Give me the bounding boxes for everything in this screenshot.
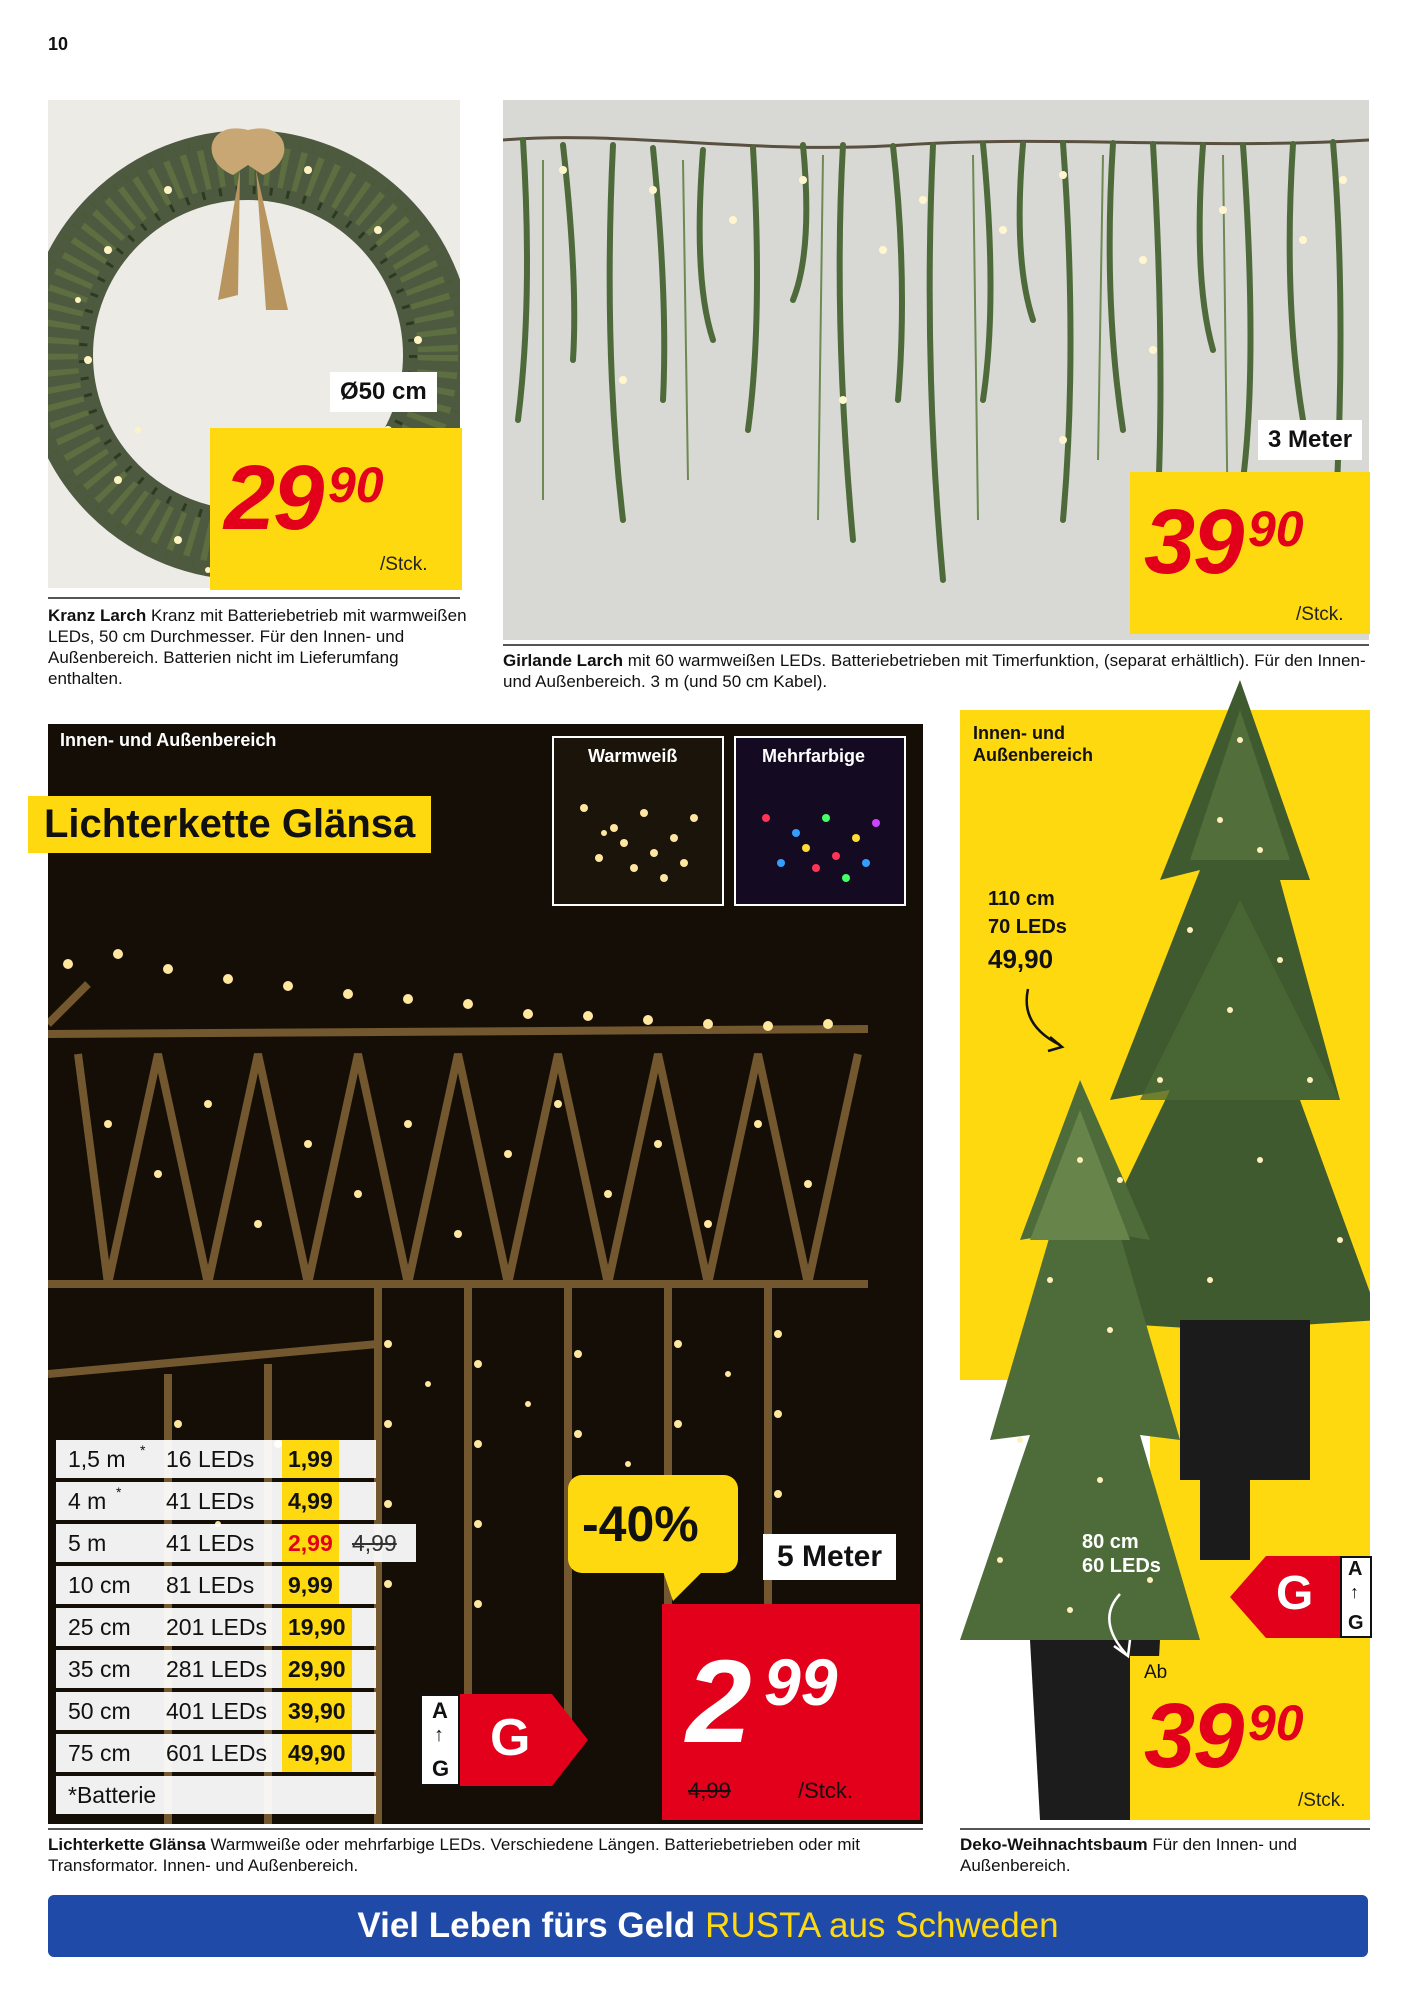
lights-description: [48, 1834, 928, 1876]
tree-desc: Für den Innen- und Außenbereich.: [960, 1835, 1298, 1875]
lights-length-tag: 5 Meter: [763, 1534, 896, 1580]
tree-price-dec: 90: [1248, 1695, 1304, 1751]
page-number: 10: [48, 34, 69, 54]
table-row: [56, 1650, 376, 1688]
row-leds: 16 LEDs: [166, 1446, 255, 1472]
tree-big-info: [988, 885, 1067, 973]
garland-price-box: [1130, 472, 1370, 634]
garland-name: Girlande Larch: [503, 651, 623, 670]
row-length: 25 cm: [68, 1614, 131, 1640]
row-length: 35 cm: [68, 1656, 131, 1682]
lights-title: Lichterkette Glänsa: [28, 796, 431, 853]
footer-slogan: Viel Leben fürs Geld: [357, 1906, 696, 1945]
table-row: [56, 1440, 376, 1478]
tree-area-line-1: Innen- und: [973, 723, 1065, 743]
wreath-price-box: [210, 428, 462, 590]
lights-old-price: 4,99: [688, 1778, 731, 1803]
tree-small-size: 80 cm: [1082, 1531, 1139, 1553]
tree-price-int: 39: [1144, 1685, 1243, 1787]
row-price: 2,99: [282, 1524, 339, 1562]
variant-multi-label: Mehrfarbige: [762, 746, 866, 766]
energy-class: G: [1276, 1567, 1314, 1620]
tree-big-size: 110 cm: [988, 888, 1055, 910]
tree-rule: [960, 1828, 1370, 1830]
row-leds: 81 LEDs: [166, 1572, 255, 1598]
energy-scale-top: A: [1348, 1558, 1363, 1580]
row-length: 10 cm: [68, 1572, 131, 1598]
tree-small-arrow-icon: [1096, 1590, 1146, 1660]
lights-desc: Warmweiße oder mehrfarbige LEDs. Verschiedene Längen. Batteriebetrieben oder mit Transformator. Innen- und Außenbereich.: [48, 1835, 861, 1875]
row-price: 1,99: [282, 1440, 339, 1478]
row-length: 75 cm: [68, 1740, 131, 1766]
energy-scale-bottom: G: [432, 1756, 450, 1781]
wreath-price-dec: 90: [328, 457, 384, 513]
row-price: 39,90: [282, 1692, 352, 1730]
row-leds: 401 LEDs: [166, 1698, 268, 1724]
row-price: 19,90: [282, 1608, 352, 1646]
tree-small-info: [1082, 1530, 1161, 1578]
variant-multi-thumb[interactable]: [734, 736, 906, 906]
table-row: [56, 1734, 376, 1772]
tree-small-leds: 60 LEDs: [1082, 1555, 1161, 1577]
energy-arrow: ↑: [1350, 1582, 1359, 1602]
lights-price-box: [662, 1604, 920, 1820]
row-length: 50 cm: [68, 1698, 131, 1724]
tree-photo: [960, 680, 1370, 1820]
garland-desc: mit 60 warmweißen LEDs. Batteriebetrieben mit Timerfunktion, (separat erhältlich). Für den Innen- und Außenbereich. 3 m (und 50 cm Kabel).: [503, 651, 1366, 691]
row-leds: 41 LEDs: [166, 1488, 255, 1514]
garland-length-tag: 3 Meter: [1258, 420, 1362, 460]
row-length: 1,5 m: [68, 1446, 126, 1472]
energy-class: G: [490, 1709, 531, 1767]
tree-area-label: [973, 722, 1093, 766]
tree-price-box: [1130, 1656, 1370, 1820]
tree-area-line-2: Außenbereich: [973, 745, 1094, 765]
wreath-price-int: 29: [224, 447, 323, 549]
row-star: *: [116, 1484, 122, 1500]
lights-price-int: 2: [686, 1636, 752, 1768]
garland-unit: /Stck.: [1296, 604, 1344, 625]
row-price: 9,99: [282, 1566, 339, 1604]
row-old-price: 4,99: [352, 1530, 397, 1556]
table-footnote: *Batterie: [68, 1782, 157, 1808]
row-length: 5 m: [68, 1530, 107, 1556]
discount-text: -40%: [582, 1496, 699, 1552]
garland-rule: [503, 644, 1369, 646]
wreath-description: [48, 605, 468, 689]
wreath-unit: /Stck.: [380, 554, 428, 575]
garland-price-dec: 90: [1248, 501, 1304, 557]
energy-scale-top: A: [432, 1698, 448, 1723]
lights-discount-bubble: [568, 1475, 738, 1573]
garland-price-int: 39: [1144, 491, 1243, 593]
table-row: [56, 1608, 376, 1646]
energy-scale-bottom: G: [1348, 1612, 1364, 1634]
table-row: [56, 1566, 376, 1604]
row-leds: 601 LEDs: [166, 1740, 268, 1766]
table-footnote-row: [56, 1776, 376, 1814]
variant-warm-thumb[interactable]: [552, 736, 724, 906]
row-leds: 281 LEDs: [166, 1656, 268, 1682]
footer-brand: RUSTA aus Schweden: [705, 1906, 1059, 1945]
row-star: *: [140, 1442, 146, 1458]
lights-name: Lichterkette Glänsa: [48, 1835, 206, 1854]
lights-unit: /Stck.: [798, 1778, 854, 1803]
footer-banner: [48, 1895, 1368, 1957]
lights-rule: [48, 1828, 923, 1830]
tree-big-leds: 70 LEDs: [988, 916, 1067, 938]
tree-big-price: 49,90: [988, 944, 1054, 974]
row-price: 49,90: [282, 1734, 352, 1772]
wreath-name: Kranz Larch: [48, 606, 147, 625]
wreath-desc: Kranz mit Batteriebetrieb mit warmweißen LEDs, 50 cm Durchmesser. Für den Innen- und Außenbereich. Batterien nicht im Lieferumfang enthalten.: [48, 606, 467, 688]
lights-area-label: Innen- und Außenbereich: [60, 730, 277, 750]
row-leds: 201 LEDs: [166, 1614, 268, 1640]
tree-energy-label: [1230, 1556, 1370, 1638]
tree-name: Deko-Weihnachtsbaum: [960, 1835, 1148, 1854]
table-row: [56, 1524, 416, 1562]
wreath-rule: [48, 597, 460, 599]
row-price: 29,90: [282, 1650, 352, 1688]
tree-big-arrow-icon: [1020, 985, 1080, 1065]
row-leds: 41 LEDs: [166, 1530, 255, 1556]
lights-size-table: [56, 1440, 416, 1820]
table-row: [56, 1482, 376, 1520]
table-row: [56, 1692, 376, 1730]
row-price: 4,99: [282, 1482, 339, 1520]
row-length: 4 m: [68, 1488, 107, 1514]
tree-unit: /Stck.: [1298, 1790, 1346, 1811]
tree-price-prefix: Ab: [1144, 1662, 1168, 1683]
tree-description: [960, 1834, 1360, 1876]
lights-energy-label: [420, 1694, 588, 1786]
energy-arrow: ↑: [434, 1724, 444, 1746]
wreath-size-tag: Ø50 cm: [330, 372, 437, 412]
variant-warm-label: Warmweiß: [588, 746, 678, 766]
lights-price-dec: 99: [764, 1645, 838, 1719]
